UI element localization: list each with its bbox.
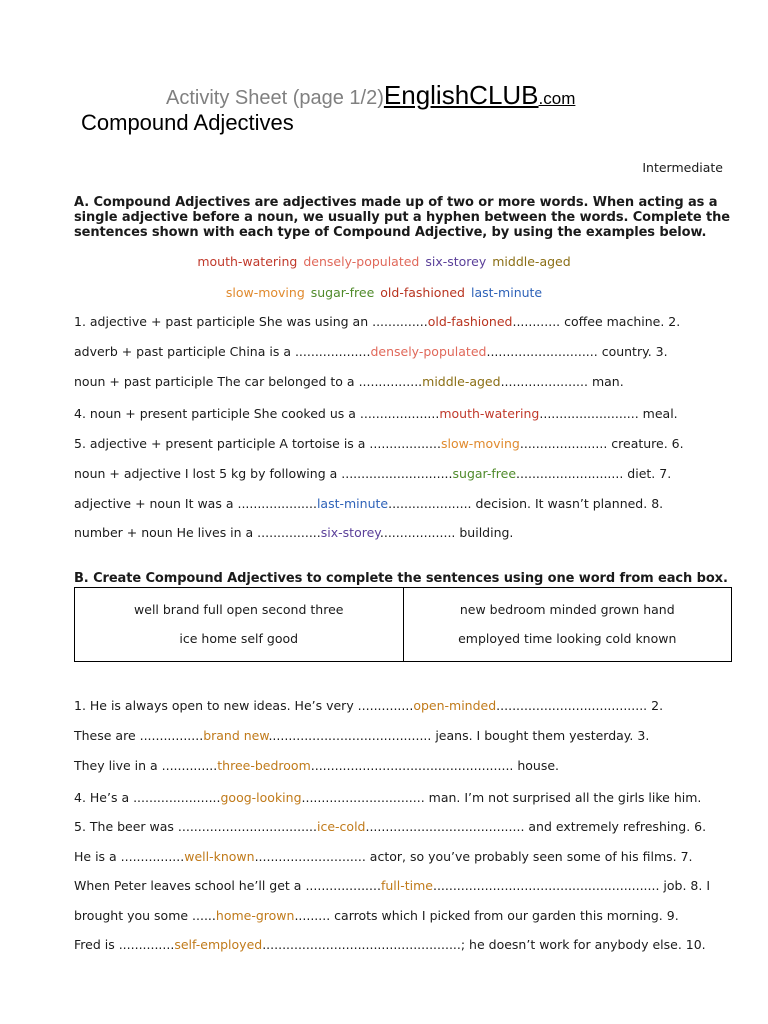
page-title: Compound Adjectives [81,110,294,135]
answer: slow-moving [440,436,520,451]
examples-row-2 [0,285,768,300]
exercise-line: number + noun He lives in a ................six-storey................... building. [74,525,514,540]
answer: densely-populated [370,344,487,359]
exercise-line: They live in a ..............three-bedroom................................................... house. [74,758,560,773]
example-word: middle-aged [492,254,571,269]
exercise-line: 5. adjective + present participle A tortoise is a ..................slow-moving...................... creature. 6. [74,436,684,451]
example-word: old-fashioned [380,285,465,300]
exercise-line: Fred is ..............self-employed..................................................; he doesn’t work for anybody else. 10. [74,937,706,952]
answer: sugar-free [452,466,517,481]
word-box-left [75,588,404,661]
example-word: mouth-watering [197,254,298,269]
exercise-line: 5. The beer was ...................................ice-cold........................................ and extremely refreshing. 6. [74,819,707,834]
answer: middle-aged [422,374,501,389]
example-word: slow-moving [225,285,305,300]
exercise-line: 1. He is always open to new ideas. He’s very ..............open-minded...................................... 2. [74,698,664,713]
brand-link[interactable]: EnglishCLUB [383,80,539,110]
exercise-line: When Peter leaves school he’ll get a ...................full-time......................................................... job. 8. I [74,878,711,893]
level-label: Intermediate [642,160,723,175]
word-box-row: well brand full open second three [134,602,344,617]
answer: self-employed [174,937,263,952]
sheet-header [166,80,575,111]
exercise-line: 4. noun + present participle She cooked us a ....................mouth-watering......................... meal. [74,406,678,421]
answer: old-fashioned [427,314,513,329]
section-b-instructions: B. Create Compound Adjectives to complete the sentences using one word from each box. [74,571,728,586]
word-box-table [74,587,732,662]
answer: mouth-watering [439,406,540,421]
exercise-line: These are ................brand new......................................... jeans. I bought them yesterday. 3. [74,728,650,743]
answer: goog-looking [220,790,302,805]
exercise-line: He is a ................well-known............................ actor, so you’ve probably seen some of his films. 7. [74,849,693,864]
answer: home-grown [215,908,295,923]
answer: brand new [203,728,269,743]
examples-row-1 [0,254,768,269]
word-box-right [404,588,732,661]
exercise-line: brought you some ......home-grown......... carrots which I picked from our garden this morning. 9. [74,908,679,923]
exercise-line: 1. adjective + past participle She was using an ..............old-fashioned............ coffee machine. 2. [74,314,681,329]
answer: open-minded [413,698,497,713]
exercise-line: adverb + past participle China is a ...................densely-populated............................ country. 3. [74,344,668,359]
word-box-row: ice home self good [179,631,299,646]
answer: last-minute [316,496,389,511]
answer: three-bedroom [217,758,311,773]
answer: six-storey [320,525,380,540]
example-word: six-storey [425,254,487,269]
brand-suffix[interactable]: .com [538,89,576,108]
word-box-row: new bedroom minded grown hand [459,602,675,617]
example-word: last-minute [470,285,543,300]
word-box-row: employed time looking cold known [458,631,677,646]
exercise-line: noun + past participle The car belonged to a ................middle-aged...................... man. [74,374,624,389]
example-word: densely-populated [303,254,420,269]
answer: full-time [380,878,433,893]
example-word: sugar-free [310,285,375,300]
answer: ice-cold [317,819,366,834]
exercise-line: noun + adjective I lost 5 kg by following a ............................sugar-free........................... diet. 7. [74,466,672,481]
sheet-title: Activity Sheet (page 1/2) [166,87,384,109]
answer: well-known [184,849,255,864]
section-a-instructions: A. Compound Adjectives are adjectives made up of two or more words. When acting as a single adjective before a noun, we usually put a hyphen between the words. Complete the sentences shown with each type of Compound Adjective, by using the examples below. [74,195,730,240]
exercise-line: 4. He’s a ......................goog-looking............................... man. I’m not surprised all the girls like him. [74,790,702,805]
exercise-line: adjective + noun It was a ....................last-minute..................... decision. It wasn’t planned. 8. [74,496,664,511]
